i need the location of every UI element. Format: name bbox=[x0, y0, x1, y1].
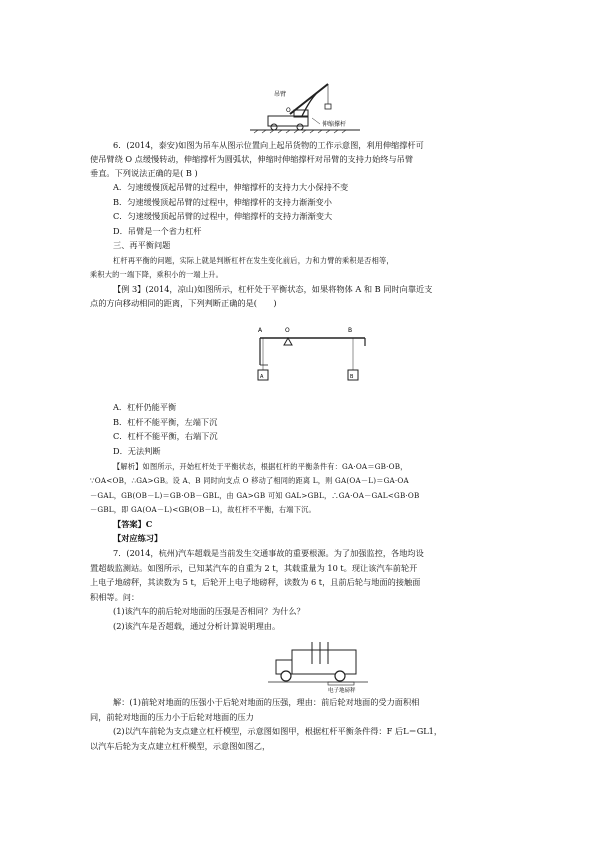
q6-line3: 垂直。下列说法正确的是( B ) bbox=[90, 168, 198, 178]
truck-scale-label: 电子地磅秤 bbox=[328, 688, 356, 694]
section3-para1: 杠杆再平衡的问题，实际上就是判断杠杆在发生变化前后，力和力臂的乘积是否相等， bbox=[113, 256, 394, 265]
ex3-line1: 【例 3】(2014，凉山)如图所示，杠杆处于平衡状态，如果将物体 A 和 B 同时向靠近支 bbox=[113, 284, 433, 294]
practice-title: 【对应练习】 bbox=[113, 533, 163, 543]
q6-line1: 6．(2014，泰安)如图为吊车从图示位置向上起吊货物的工作示意图，利用伸缩撑杆可 bbox=[113, 140, 424, 150]
q7-answer-line1: 解：(1)前轮对地面的压强小于后轮对地面的压强，理由：前后轮对地面的受力面积相 bbox=[113, 697, 420, 707]
q7-sub2: (2)该汽车是否超载，通过分析计算说明理由。 bbox=[113, 621, 281, 631]
lever-figure bbox=[250, 320, 375, 392]
q7-line2: 置超载监测站。如图所示，已知某汽车的自重为 2 t，其载重量为 10 t。现让该汽车前轮开 bbox=[90, 563, 418, 573]
q7-line4: 积相等。问： bbox=[90, 592, 140, 602]
crane-label-boom: 吊臂 bbox=[274, 91, 287, 98]
q6-line2: 使吊臂绕 O 点缓慢转动，伸缩撑杆为圆弧状，伸缩时伸缩撑杆对吊臂的支持力始终与吊臂 bbox=[90, 154, 414, 164]
ex3-option-d: D．无法判断 bbox=[113, 446, 161, 456]
truck-figure bbox=[268, 642, 368, 694]
crane-label-o: O bbox=[286, 107, 291, 114]
section3-para2: 乘积大的一端下降，乘积小的一端上升。 bbox=[90, 270, 223, 279]
ex3-solution-line1: 【解析】如图所示，开始杠杆处于平衡状态，根据杠杆的平衡条件有：GA·OA＝GB·OB， bbox=[113, 462, 408, 471]
q7-answer-line2: 同，前轮对地面的压力小于后轮对地面的压力 bbox=[90, 712, 254, 722]
ex3-solution-line4: －GBL，即 GA(OA－L)<GB(OB－L)，故杠杆不平衡，右端下沉。 bbox=[90, 505, 316, 514]
section3-title: 三、再平衡问题 bbox=[113, 240, 171, 250]
q7-answer-line3: (2)以汽车前轮为支点建立杠杆模型，示意图如图甲，根据杠杆平衡条件得：F 后L＝GL1， bbox=[113, 726, 443, 736]
ex3-option-c: C．杠杆不能平衡，右端下沉 bbox=[113, 431, 218, 441]
q7-answer-line4: 以汽车后轮为支点建立杠杆模型，示意图如图乙， bbox=[90, 741, 271, 751]
crane-figure bbox=[250, 80, 360, 135]
q6-option-a: A．匀速缓慢顶起吊臂的过程中，伸缩撑杆的支持力大小保持不变 bbox=[113, 182, 349, 192]
ex3-line2: 点的方向移动相同的距离，下列判断正确的是( ) bbox=[90, 298, 277, 308]
lever-label-o: O bbox=[285, 327, 290, 334]
lever-label-a: A bbox=[258, 327, 263, 334]
q6-option-b: B．匀速缓慢顶起吊臂的过程中，伸缩撑杆的支持力渐渐变小 bbox=[113, 197, 332, 207]
crane-label-strut: 伸缩撑杆 bbox=[322, 121, 347, 128]
lever-box-b: B bbox=[350, 374, 354, 380]
ex3-option-a: A．杠杆仍能平衡 bbox=[113, 402, 177, 412]
lever-label-b: B bbox=[348, 327, 353, 334]
q7-line1: 7．(2014，杭州)汽车超载是当前发生交通事故的重要根源。为了加强监控，各地均设 bbox=[113, 548, 424, 558]
ex3-solution-line2: ∵OA<OB，∴GA>GB。设 A、B 同时向支点 O 移动了相同的距离 L，则 GA(OA－L)＝GA·OA bbox=[90, 476, 409, 485]
q7-line3: 上电子地磅秤，其读数为 5 t，后轮开上电子地磅秤，读数为 6 t，且前后轮与地面的接触面 bbox=[90, 577, 421, 587]
q6-option-c: C．匀速缓慢顶起吊臂的过程中，伸缩撑杆的支持力渐渐变大 bbox=[113, 211, 333, 221]
lever-box-a: A bbox=[260, 374, 264, 380]
ex3-answer: 【答案】C bbox=[113, 519, 153, 529]
ex3-option-b: B．杠杆不能平衡，左端下沉 bbox=[113, 417, 218, 427]
ex3-solution-line3: －GAL，GB(OB－L)＝GB·OB－GBL，由 GA>GB 可知 GAL>GBL，∴GA·OA－GAL<GB·OB bbox=[90, 491, 420, 500]
q6-option-d: D．吊臂是一个省力杠杆 bbox=[113, 226, 202, 236]
q7-sub1: (1)该汽车的前后轮对地面的压强是否相同？为什么？ bbox=[113, 606, 305, 616]
